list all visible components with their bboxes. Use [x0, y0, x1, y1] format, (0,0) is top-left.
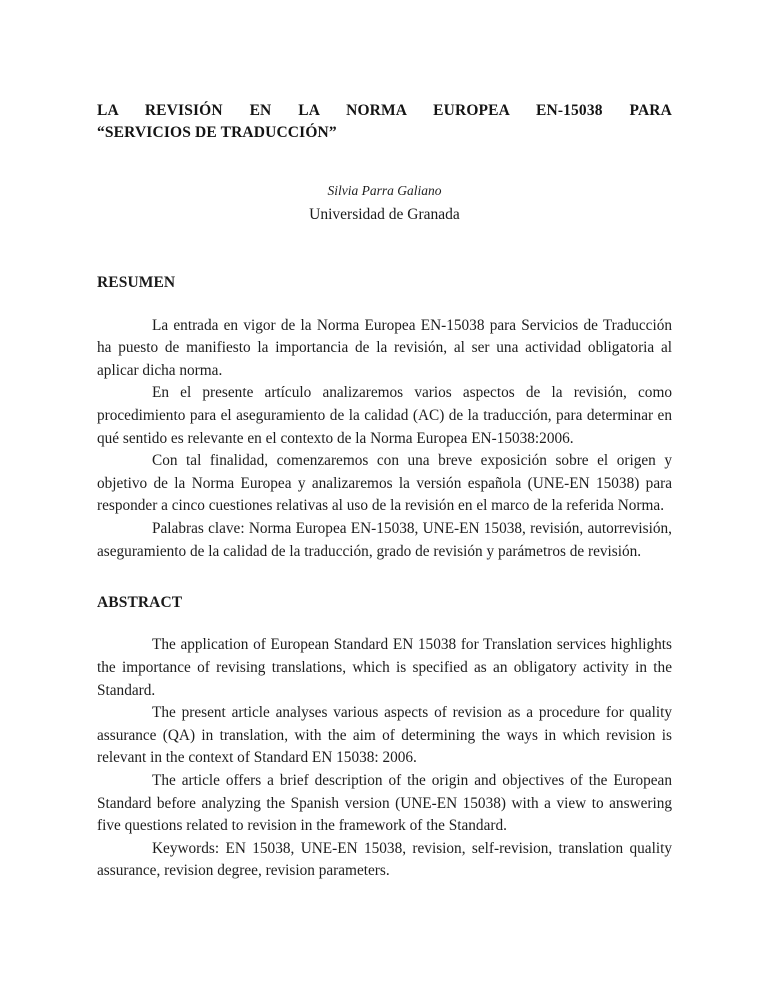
paragraph: En el presente artículo analizaremos varios aspectos de la revisión, como procedimiento para el aseguramiento de la calidad (AC) de la traducción, para determinar en qué sentido es relevante en el contexto de la Norma Europea EN-15038:2006.: [97, 384, 672, 447]
section-heading-resumen: RESUMEN: [97, 274, 176, 292]
paragraph: The present article analyses various aspects of revision as a procedure for quality assurance (QA) in translation, with the aim of determining the ways in which revision is relevant in the context of Standard EN 15038: 2006.: [97, 704, 672, 767]
paragraph: The article offers a brief description of the origin and objectives of the European Standard before analyzing the Spanish version (UNE-EN 15038) with a view to answering five questions related to revision in the framework of the Standard.: [97, 772, 672, 835]
page-title-line-1: LA REVISIÓN EN LA NORMA EUROPEA EN-15038 PARA: [97, 102, 672, 119]
page-content: [97, 100, 672, 883]
author-name: Silvia Parra Galiano: [327, 182, 442, 198]
abstract-body-english: [97, 634, 672, 883]
paragraph: La entrada en vigor de la Norma Europea EN-15038 para Servicios de Traducción ha puesto de manifiesto la importancia de la revisión, al ser una actividad obligatoria al aplicar dicha norma.: [97, 316, 672, 379]
paragraph: The application of European Standard EN 15038 for Translation services highlights the importance of revising translations, which is specified as an obligatory activity in the Standard.: [97, 636, 672, 699]
page-title: [97, 100, 672, 145]
abstract-body-spanish: [97, 315, 672, 564]
paragraph: Con tal finalidad, comenzaremos con una breve exposición sobre el origen y objetivo de la Norma Europea y analizaremos la versión española (UNE-EN 15038) para responder a cinco cuestiones relativas al uso de la revisión en el marco de la referida Norma.: [97, 452, 672, 515]
author-block: [97, 181, 672, 227]
paragraph-keywords: Palabras clave: Norma Europea EN-15038, UNE-EN 15038, revisión, autorrevisión, aseguramiento de la calidad de la traducción, grado de revisión y parámetros de revisión.: [97, 520, 672, 560]
page-title-line-2: “SERVICIOS DE TRADUCCIÓN”: [97, 124, 337, 142]
paragraph-keywords: Keywords: EN 15038, UNE-EN 15038, revision, self-revision, translation quality assurance, revision degree, revision parameters.: [97, 839, 672, 880]
author-affiliation: Universidad de Granada: [309, 206, 460, 224]
section-heading-abstract: ABSTRACT: [97, 594, 183, 612]
